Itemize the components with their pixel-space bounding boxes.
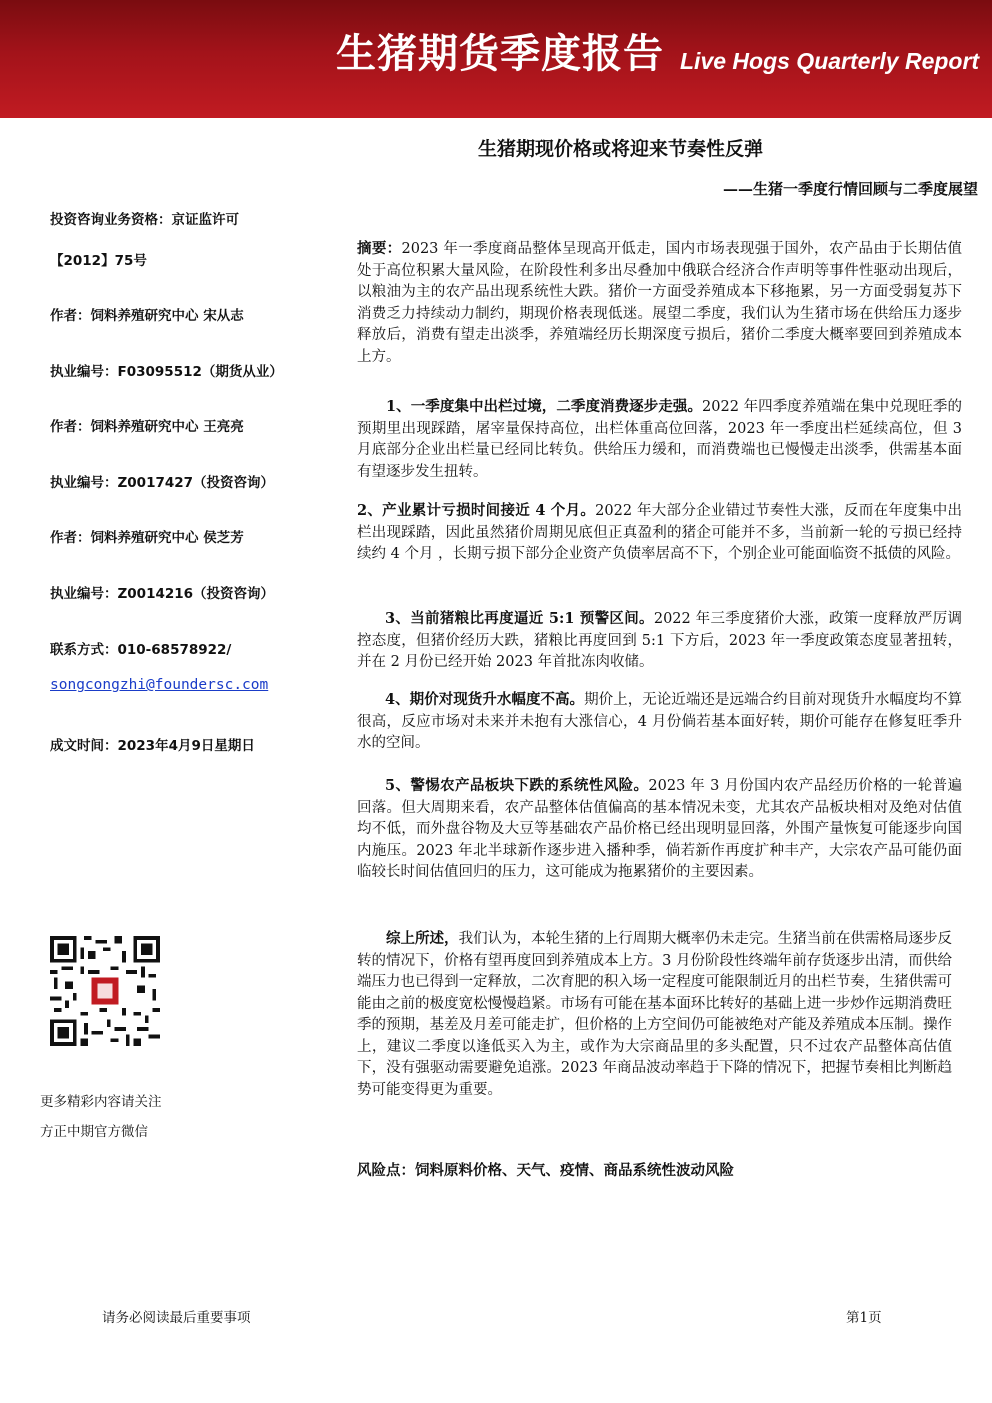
- author-2: 作者：饲料养殖研究中心 王亮亮: [50, 419, 244, 435]
- point-5: [357, 775, 962, 884]
- point-5-lead: 5、警惕农产品板块下跌的系统性风险。: [385, 777, 649, 794]
- page-number: 第1页: [846, 1310, 882, 1326]
- point-4-text: 期价上，无论近端还是远端合约目前对现货升水幅度均不算很高，反应市场对未来并未抱有大涨信心，4 月份倘若基本面好转，期价可能存在修复旺季升水的空间。: [357, 692, 962, 751]
- follow-text-2: 方正中期官方微信: [40, 1124, 148, 1140]
- wechat-qr-code: [50, 936, 160, 1046]
- author-1: 作者：饲料养殖研究中心 宋从志: [50, 308, 244, 324]
- license-number: 【2012】75号: [50, 253, 147, 269]
- point-5-text: 2023 年 3 月份国内农产品经历价格的一轮普遍回落。但大周期来看，农产品整体估值偏高的基本情况未变，尤其农产品板块相对及绝对估值均不低，而外盘谷物及大豆等基础农产品价格已经出现明显回落，外围产量恢复可能逐步向国内施压。2023 年北半球新作逐步进入播种季，倘若新作再度扩种丰产，大宗农产品可能仍面临较长时间估值回归的压力，这可能成为拖累猪价的主要因素。: [357, 778, 963, 880]
- summary-paragraph: [357, 238, 962, 368]
- date-line: 成文时间：2023年4月9日星期日: [50, 738, 255, 754]
- conclusion-text: 我们认为，本轮生猪的上行周期大概率仍未走完。生猪当前在供需格局逐步反转的情况下，价格有望再度回到养殖成本上方。3 月份阶段性终端年前存货逐步出清，而供给端压力也已得到一定释放，二次育肥的积入场一定程度可能限制近月的出栏节奏，生猪供需可能由之前的极度宽松慢慢趋紧。市场有可能在基本面环比转好的基础上进一步炒作远期消费旺季的预期，基差及月差可能走扩，但价格的上方空间仍可能被绝对产能及养殖成本压制。操作上，建议二季度以逢低买入为主，或作为大宗商品里的多头配置，只不过农产品整体高估值下，没有强驱动需要避免追涨。2023 年商品波动率趋于下降的情况下，把握节奏相比判断趋势可能变得更为重要。: [357, 931, 953, 1098]
- author-2-id: 执业编号：Z0017427（投资咨询）: [50, 475, 275, 491]
- conclusion-paragraph: [357, 928, 952, 1101]
- point-2: [357, 500, 962, 566]
- report-subtitle: ——生猪一季度行情回顾与二季度展望: [722, 180, 978, 198]
- author-3: 作者：饲料养殖研究中心 侯芝芳: [50, 530, 244, 546]
- summary-text: 2023 年一季度商品整体呈现高开低走，国内市场表现强于国外，农产品由于长期估值处于高位积累大量风险，在阶段性利多出尽叠加中俄联合经济合作声明等事件性驱动出现后，以粮油为主的农产品出现系统性大跌。猪价一方面受养殖成本下移拖累，另一方面受弱复苏下消费乏力持续动力制约，期现价格表现低迷。展望二季度，我们认为生猪市场在供给压力逐步释放后，消费有望走出淡季，养殖端经历长期深度亏损后，猪价二季度大概率要回到养殖成本上方。: [357, 241, 963, 365]
- summary-label: 摘要：: [357, 240, 402, 257]
- footer-disclaimer: 请务必阅读最后重要事项: [102, 1310, 251, 1326]
- follow-text-1: 更多精彩内容请关注: [40, 1094, 162, 1110]
- contact-email-link[interactable]: songcongzhi@foundersc.com: [50, 677, 269, 693]
- point-1: [357, 396, 962, 483]
- conclusion-lead: 综上所述，: [386, 930, 459, 947]
- point-3-lead: 3、当前猪粮比再度逼近 5:1 预警区间。: [385, 610, 654, 627]
- author-3-id: 执业编号：Z0014216（投资咨询）: [50, 586, 275, 602]
- point-2-lead: 2、产业累计亏损时间接近 4 个月。: [357, 502, 596, 519]
- point-1-lead: 1、一季度集中出栏过境，二季度消费逐步走强。: [386, 398, 703, 415]
- report-title: 生猪期现价格或将迎来节奏性反弹: [478, 138, 764, 160]
- risk-line: 风险点：饲料原料价格、天气、疫情、商品系统性波动风险: [357, 1162, 734, 1179]
- point-2-text: 2022 年大部分企业错过节奏性大涨，反而在年度集中出栏出现踩踏，因此虽然猪价周期见底但正真盈利的猪企可能并不多，当前新一轮的亏损已经持续约 4 个月 ，长期亏损下部分企业资产负债率居高不下，个别企业可能面临资不抵债的风险。: [357, 503, 963, 562]
- contact-phone: 联系方式：010-68578922/: [50, 642, 232, 658]
- qualification-line: 投资咨询业务资格：京证监许可: [50, 212, 239, 228]
- point-3-text: 2022 年三季度猪价大涨，政策一度释放严厉调控态度，但猪价经历大跌，猪粮比再度回到 5:1 下方后，2023 年一季度政策态度显著扭转，并在 2 月份已经开始 2023 年首批冻肉收储。: [357, 611, 963, 670]
- point-4-lead: 4、期价对现货升水幅度不高。: [385, 691, 585, 708]
- header-title-en: Live Hogs Quarterly Report: [680, 48, 980, 74]
- point-3: [357, 608, 962, 674]
- point-1-text: 2022 年四季度养殖端在集中兑现旺季的预期里出现踩踏，屠宰量保持高位，出栏体重高位回落，2023 年一季度出栏延续高位，但 3 月底部分企业出栏量已经同比转负。供给压力缓和，而消费端也已慢慢走出淡季，供需基本面有望逐步发生扭转。: [357, 399, 962, 480]
- author-1-id: 执业编号：F03095512（期货从业）: [50, 364, 283, 380]
- point-4: [357, 689, 962, 755]
- header-title-cn: 生猪期货季度报告: [336, 31, 664, 77]
